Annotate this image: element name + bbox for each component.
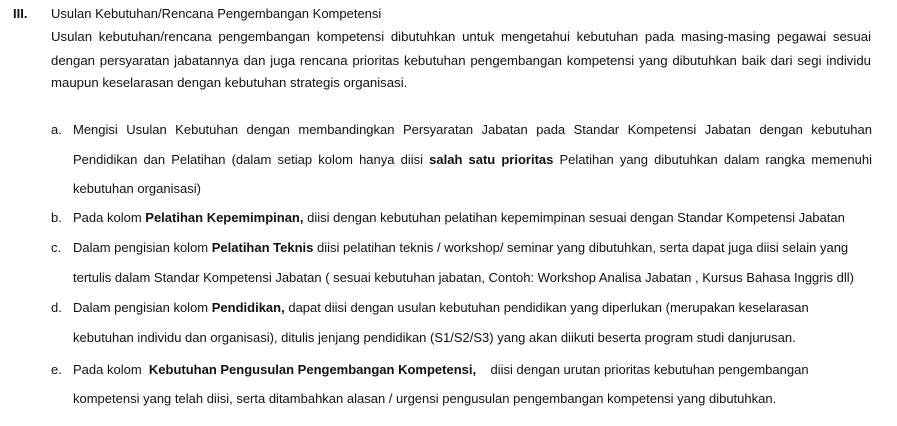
item-b-line-1: Pada kolom Pelatihan Kepemimpinan, diisi dengan kebutuhan pelatihan kepemimpinan sesuai dengan Standar Kompetensi Jabatan: [73, 210, 845, 225]
emphasis-text: Kebutuhan Pengusulan Pengembangan Kompetensi,: [148, 362, 477, 377]
item-a-line-1: Mengisi Usulan Kebutuhan dengan membandingkan Persyaratan Jabatan pada Standar Kompetensi Jabatan dengan kebutuhan: [73, 122, 872, 137]
item-a-line-2: Pendidikan dan Pelatihan (dalam setiap kolom hanya diisi salah satu prioritas Pelatihan yang dibutuhkan dalam rangka memenuhi: [73, 152, 872, 167]
emphasis-text: salah satu prioritas: [429, 152, 554, 167]
item-marker: d.: [51, 300, 62, 315]
item-a-line-3: kebutuhan organisasi): [73, 181, 201, 196]
item-c-line-2: tertulis dalam Standar Kompetensi Jabatan ( sesuai kebutuhan jabatan, Contoh: Workshop Analisa Jabatan , Kursus Bahasa Inggris dll): [73, 270, 854, 285]
item-d-line-1: Dalam pengisian kolom Pendidikan, dapat diisi dengan usulan kebutuhan pendidikan yang diperlukan (merupakan keselarasan: [73, 300, 809, 315]
item-e-line-2: kompetensi yang telah diisi, serta ditambahkan alasan / urgensi pengusulan pengembangan kompetensi yang dibutuhkan.: [73, 391, 777, 406]
item-d-line-2: kebutuhan individu dan organisasi), ditulis jenjang pendidikan (S1/S2/S3) yang akan diikuti beserta program studi danjurusan.: [73, 330, 796, 345]
emphasis-text: Pelatihan Kepemimpinan,: [145, 210, 304, 225]
item-marker: e.: [51, 362, 62, 377]
item-c-line-1: Dalam pengisian kolom Pelatihan Teknis diisi pelatihan teknis / workshop/ seminar yang dibutuhkan, serta dapat juga diisi selain yang: [73, 240, 849, 255]
emphasis-text: Pelatihan Teknis: [211, 240, 314, 255]
item-e-line-1: Pada kolom Kebutuhan Pengusulan Pengembangan Kompetensi, diisi dengan urutan prioritas kebutuhan pengembangan: [73, 362, 809, 377]
section-title: Usulan Kebutuhan/Rencana Pengembangan Kompetensi: [51, 6, 382, 21]
intro-line-3: maupun keselarasan dengan kebutuhan strategis organisasi.: [51, 75, 408, 90]
item-marker: a.: [51, 122, 62, 137]
section-number: III.: [13, 6, 28, 21]
item-marker: c.: [51, 240, 62, 255]
item-marker: b.: [51, 210, 62, 225]
emphasis-text: Pendidikan,: [211, 300, 285, 315]
intro-line-2: dengan persyaratan jabatannya dan juga rencana prioritas kebutuhan pengembangan kompetensi yang dibutuhkan baik dari segi individu: [51, 53, 871, 68]
intro-line-1: Usulan kebutuhan/rencana pengembangan kompetensi dibutuhkan untuk mengetahui kebutuhan pada masing-masing pegawai sesuai: [51, 29, 871, 44]
